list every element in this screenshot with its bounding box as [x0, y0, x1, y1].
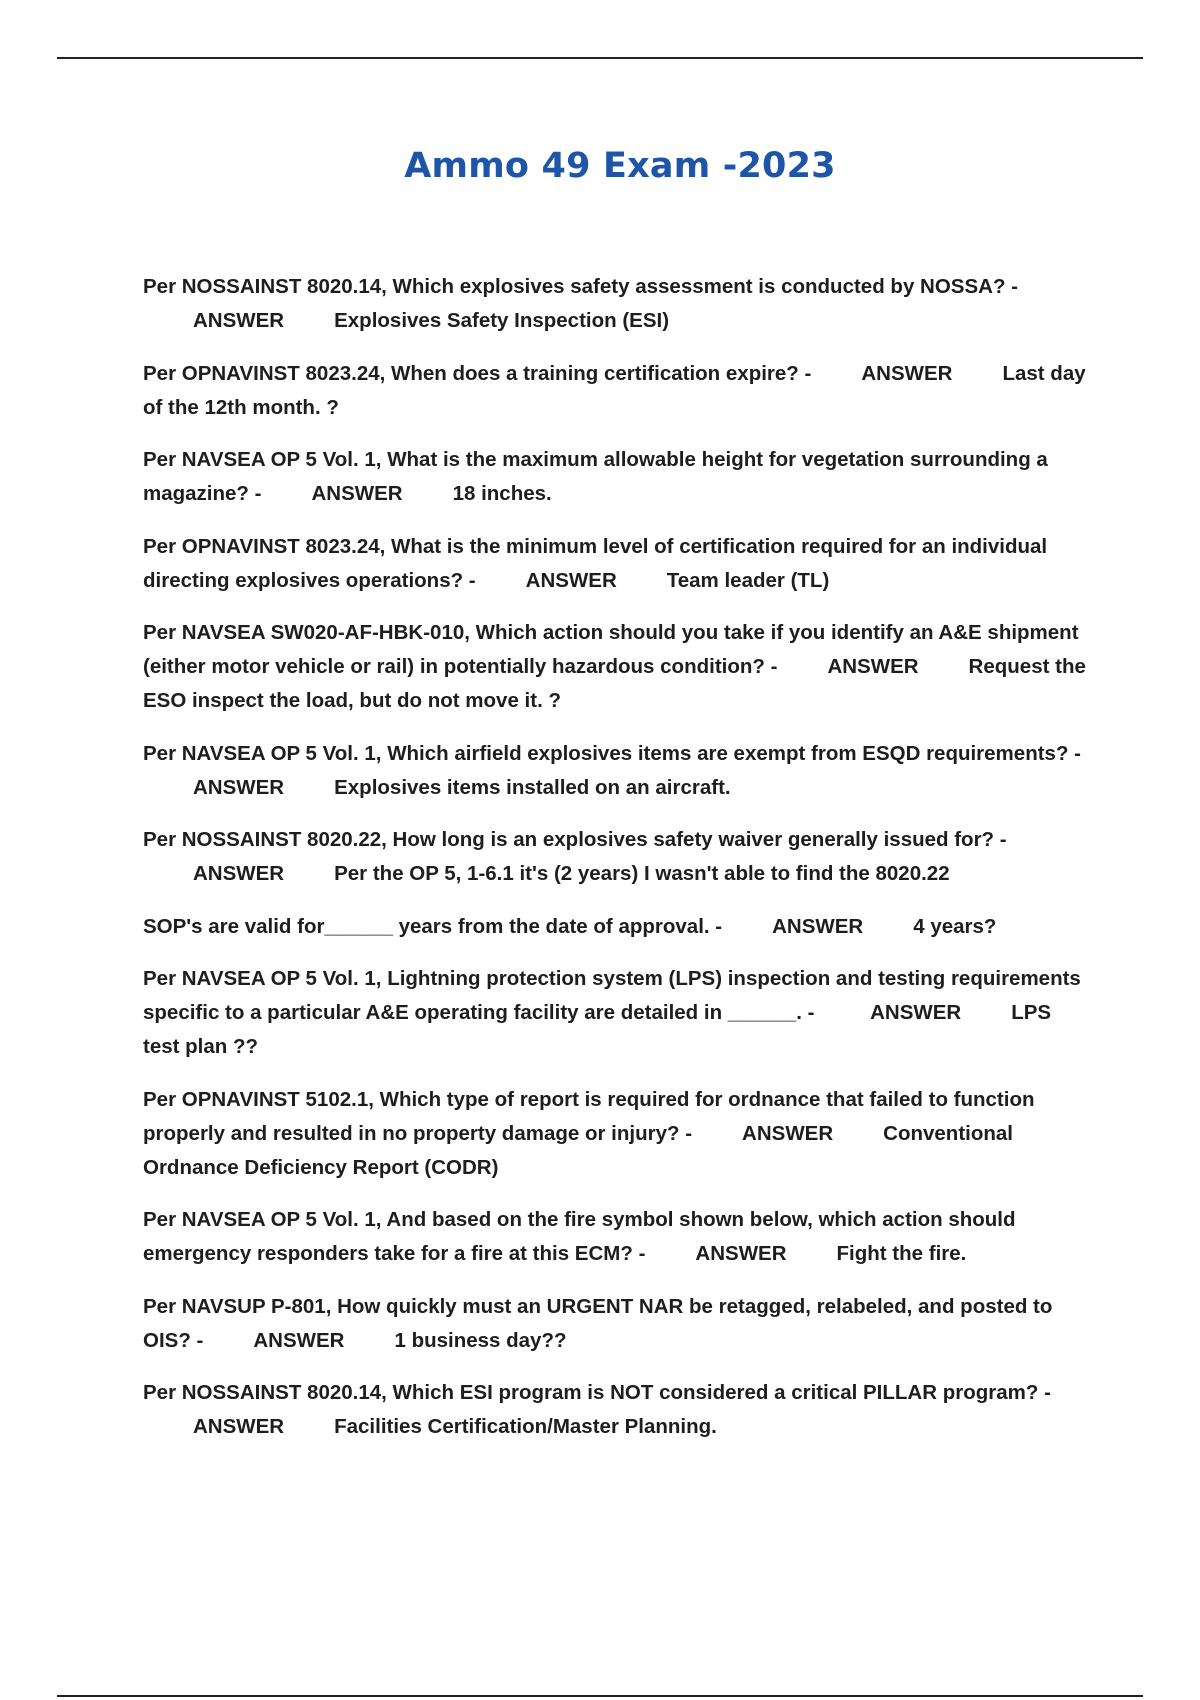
- question-text: Per NAVSEA SW020-AF-HBK-010, Which action should you take if you identify an A&E shipment (either motor vehicle or rail) in potentially hazardous condition? -: [143, 621, 1079, 678]
- answer-text: Team leader (TL): [666, 568, 830, 592]
- answer-text: Per the OP 5, 1-6.1 it's (2 years) I wasn't able to find the 8020.22: [334, 862, 950, 885]
- answer-text: Facilities Certification/Master Planning.: [334, 1415, 717, 1438]
- qa-item: [143, 1083, 1088, 1185]
- question-list: [143, 270, 1088, 1463]
- answer-text: 1 business day??: [394, 1328, 567, 1352]
- qa-item: [143, 443, 1088, 511]
- answer-label: ANSWER: [193, 1415, 285, 1438]
- answer-text: 18 inches.: [452, 482, 552, 505]
- answer-text: Request the ESO inspect the load, but do not move it. ?: [143, 655, 1086, 712]
- question-text: Per NOSSAINST 8020.14, Which ESI program is NOT considered a critical PILLAR program? -: [143, 1381, 1051, 1404]
- answer-label: ANSWER: [861, 361, 953, 385]
- answer-label: ANSWER: [742, 1121, 834, 1145]
- answer-text: Explosives items installed on an aircraft.: [334, 775, 731, 799]
- question-text: Per OPNAVINST 8023.24, What is the minimum level of certification required for an individual directing explosives operations? -: [143, 534, 1048, 592]
- answer-label: ANSWER: [695, 1242, 787, 1265]
- qa-item: [143, 1290, 1088, 1358]
- answer-text: 4 years?: [913, 914, 997, 938]
- qa-item: [143, 823, 1088, 891]
- qa-item: [143, 737, 1088, 805]
- answer-text: Conventional Ordnance Deficiency Report (CODR): [143, 1121, 1013, 1179]
- answer-label: ANSWER: [311, 482, 403, 505]
- answer-label: ANSWER: [193, 775, 285, 799]
- qa-item: [143, 1376, 1088, 1444]
- question-text: Per NAVSUP P-801, How quickly must an URGENT NAR be retagged, relabeled, and posted to OIS? -: [143, 1294, 1053, 1352]
- qa-item: [143, 1203, 1088, 1271]
- answer-text: Explosives Safety Inspection (ESI): [334, 309, 670, 332]
- bottom-rule: [57, 1695, 1143, 1697]
- qa-item: [143, 910, 1088, 944]
- question-text: Per NAVSEA OP 5 Vol. 1, What is the maximum allowable height for vegetation surrounding a magazine? -: [143, 448, 1048, 505]
- qa-item: [143, 270, 1088, 338]
- answer-text: Last day of the 12th month. ?: [143, 361, 1086, 419]
- document-title: Ammo 49 Exam -2023: [404, 146, 836, 186]
- answer-text: LPS test plan ??: [143, 1001, 1052, 1058]
- question-text: Per OPNAVINST 5102.1, Which type of report is required for ordnance that failed to function properly and resulted in no property damage or injury? -: [143, 1087, 1035, 1145]
- qa-item: [143, 357, 1088, 425]
- answer-label: ANSWER: [193, 862, 285, 885]
- answer-label: ANSWER: [827, 655, 919, 678]
- top-rule: [57, 57, 1143, 59]
- question-text: Per NOSSAINST 8020.14, Which explosives safety assessment is conducted by NOSSA? -: [143, 275, 1018, 298]
- question-text: SOP's are valid for______ years from the date of approval. -: [143, 914, 723, 938]
- qa-item: [143, 530, 1088, 598]
- question-text: Per OPNAVINST 8023.24, When does a training certification expire? -: [143, 361, 812, 385]
- answer-label: ANSWER: [870, 1001, 962, 1024]
- question-text: Per NAVSEA OP 5 Vol. 1, Lightning protection system (LPS) inspection and testing requirements specific to a particular A&E operating facility are detailed in ______. -: [143, 967, 1081, 1024]
- answer-label: ANSWER: [253, 1328, 345, 1352]
- answer-label: ANSWER: [193, 309, 285, 332]
- question-text: Per NOSSAINST 8020.22, How long is an explosives safety waiver generally issued for? -: [143, 828, 1007, 851]
- answer-label: ANSWER: [772, 914, 864, 938]
- qa-item: [143, 616, 1088, 718]
- question-text: Per NAVSEA OP 5 Vol. 1, And based on the fire symbol shown below, which action should emergency responders take for a fire at this ECM? -: [143, 1208, 1016, 1265]
- answer-label: ANSWER: [525, 568, 617, 592]
- question-text: Per NAVSEA OP 5 Vol. 1, Which airfield explosives items are exempt from ESQD requirements? -: [143, 741, 1081, 765]
- answer-text: Fight the fire.: [836, 1242, 967, 1265]
- qa-item: [143, 962, 1088, 1064]
